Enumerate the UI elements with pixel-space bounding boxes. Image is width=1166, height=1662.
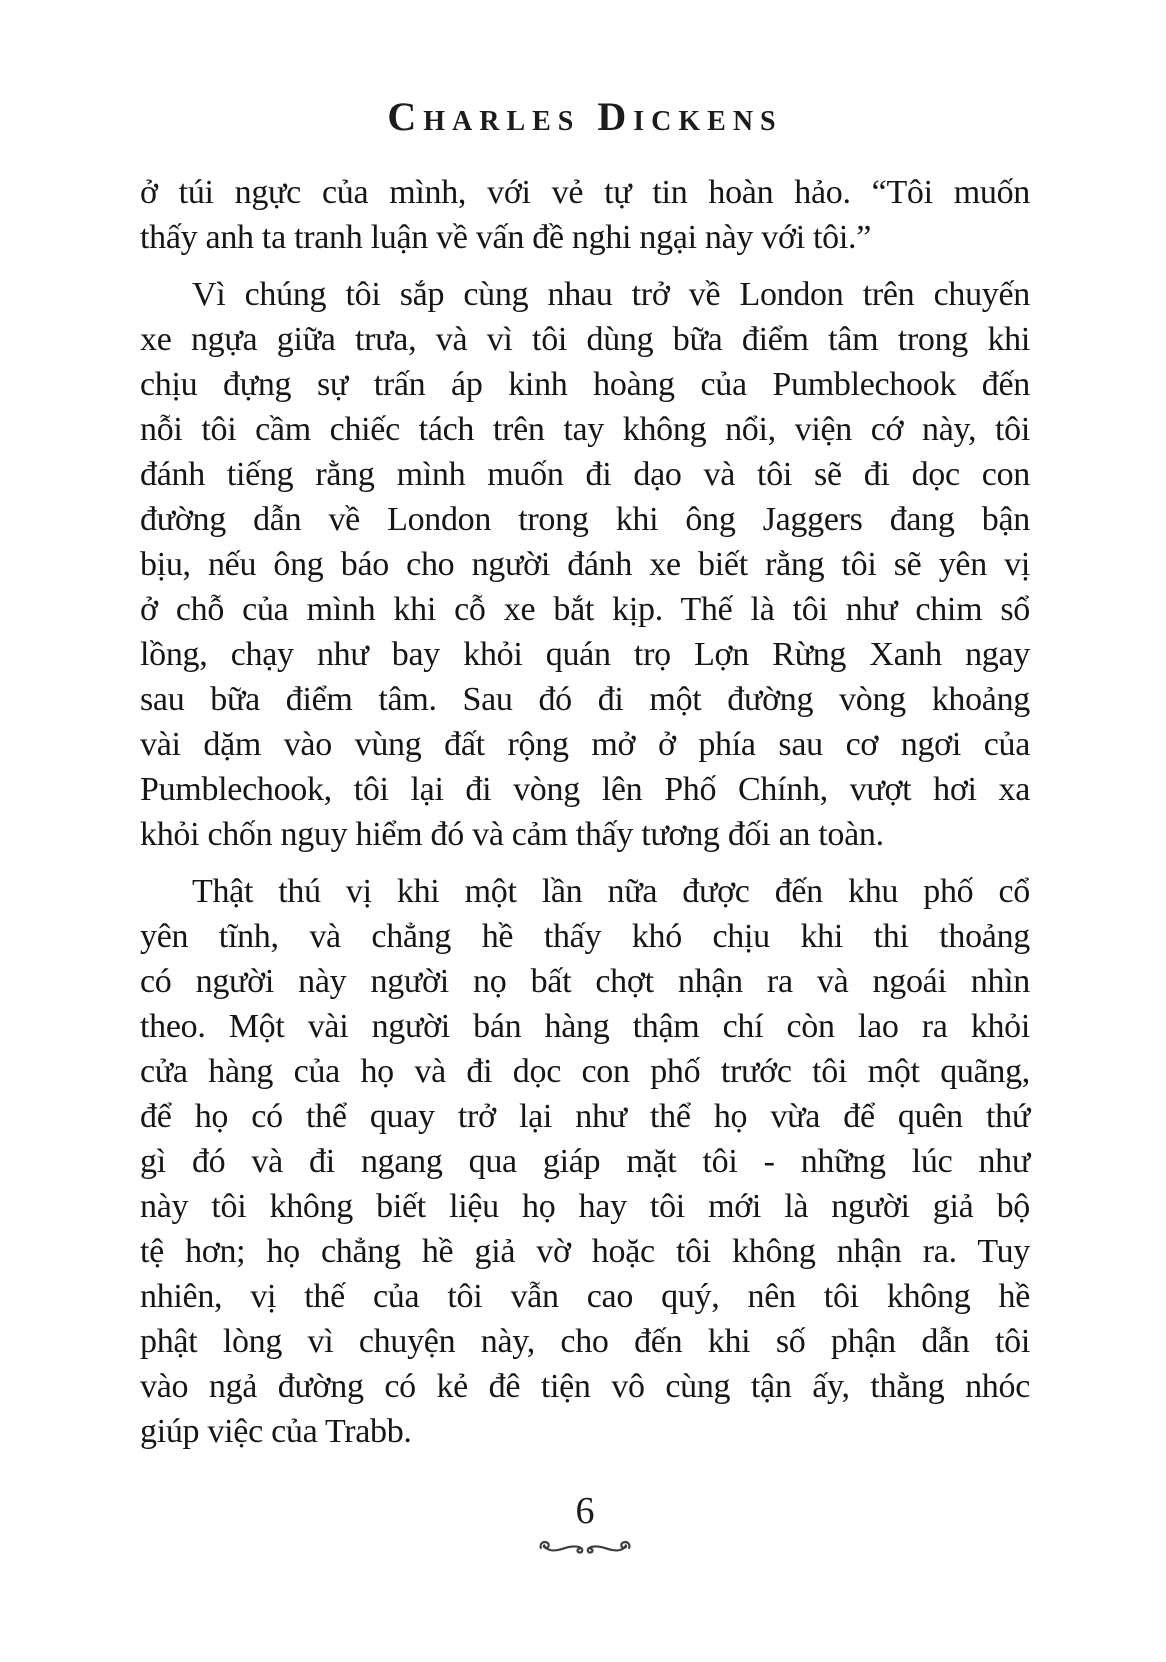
text-line: để họ có thể quay trở lại như thể họ vừa để quên thứ [140, 1098, 1030, 1135]
body-text [140, 170, 1030, 1454]
text-line: chịu đựng sự trấn áp kinh hoàng của Pumblechook đến [140, 366, 1030, 403]
text-line: sau bữa điểm tâm. Sau đó đi một đường vòng khoảng [140, 681, 1030, 718]
page-number: 6 [575, 1490, 595, 1532]
text-line: thấy anh ta tranh luận về vấn đề nghi ngại này với tôi.” [140, 219, 872, 256]
text-line: theo. Một vài người bán hàng thậm chí còn lao ra khỏi [140, 1008, 1030, 1045]
page-header-author: Charles Dickens [387, 94, 783, 139]
paragraph [140, 170, 1030, 260]
double-swirl-flourish-icon [140, 1536, 1030, 1556]
text-line: Vì chúng tôi sắp cùng nhau trở về London trên chuyến [192, 276, 1030, 313]
text-line: xe ngựa giữa trưa, và vì tôi dùng bữa điểm tâm trong khi [140, 321, 1030, 358]
text-line: Thật thú vị khi một lần nữa được đến khu phố cổ [192, 873, 1030, 910]
text-line: cửa hàng của họ và đi dọc con phố trước tôi một quãng, [140, 1053, 1030, 1090]
page-footer [140, 1488, 1030, 1556]
text-line: Pumblechook, tôi lại đi vòng lên Phố Chính, vượt hơi xa [140, 771, 1030, 808]
text-line: đánh tiếng rằng mình muốn đi dạo và tôi sẽ đi dọc con [140, 456, 1030, 493]
text-line: vài dặm vào vùng đất rộng mở ở phía sau cơ ngơi của [140, 726, 1030, 763]
paragraph [140, 869, 1030, 1454]
text-line: gì đó và đi ngang qua giáp mặt tôi - những lúc như [140, 1143, 1030, 1180]
text-line: vào ngả đường có kẻ đê tiện vô cùng tận ấy, thằng nhóc [140, 1368, 1030, 1405]
text-line: đường dẫn về London trong khi ông Jaggers đang bận [140, 501, 1030, 538]
text-line: khỏi chốn nguy hiểm đó và cảm thấy tương đối an toàn. [140, 816, 884, 853]
text-line: nỗi tôi cầm chiếc tách trên tay không nổi, viện cớ này, tôi [140, 411, 1030, 448]
text-line: giúp việc của Trabb. [140, 1413, 412, 1450]
paragraph [140, 272, 1030, 857]
text-line: yên tĩnh, và chẳng hề thấy khó chịu khi thi thoảng [140, 918, 1030, 955]
text-line: lồng, chạy như bay khỏi quán trọ Lợn Rừng Xanh ngay [140, 636, 1030, 673]
text-line: ở túi ngực của mình, với vẻ tự tin hoàn hảo. “Tôi muốn [140, 174, 1030, 211]
text-line: này tôi không biết liệu họ hay tôi mới là người giả bộ [140, 1188, 1030, 1225]
text-line: phật lòng vì chuyện này, cho đến khi số phận dẫn tôi [140, 1323, 1030, 1360]
text-line: bịu, nếu ông báo cho người đánh xe biết rằng tôi sẽ yên vị [140, 546, 1030, 583]
text-line: tệ hơn; họ chẳng hề giả vờ hoặc tôi không nhận ra. Tuy [140, 1233, 1030, 1270]
text-line: ở chỗ của mình khi cỗ xe bắt kịp. Thế là tôi như chim sổ [140, 591, 1030, 628]
text-line: nhiên, vị thế của tôi vẫn cao quý, nên tôi không hề [140, 1278, 1030, 1315]
text-line: có người này người nọ bất chợt nhận ra và ngoái nhìn [140, 963, 1030, 1000]
